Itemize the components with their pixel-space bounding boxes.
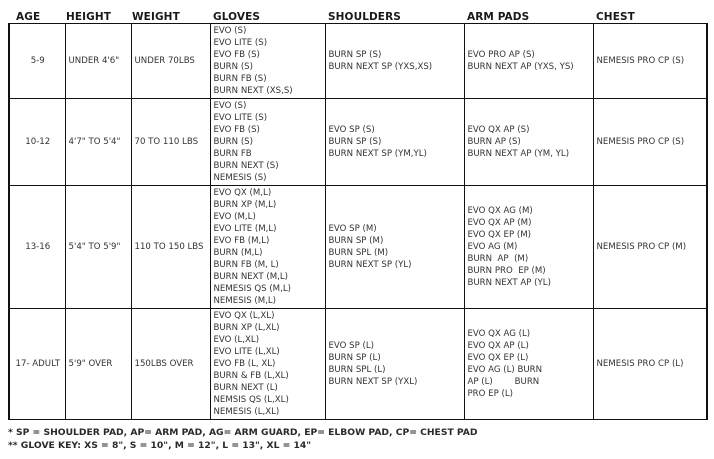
arm-pads-item: EVO QX AP (M) — [467, 217, 532, 228]
height-cell: 4'7" TO 5'4" — [65, 99, 131, 186]
arm-pads-item: BURN NEXT AP (YL) — [467, 278, 551, 289]
arm-pads-item: EVO QX EP (M) — [467, 229, 532, 240]
header-arm-pads: ARM PADS — [467, 11, 530, 23]
header-chest: CHEST — [596, 11, 635, 23]
gloves-item: NEMESIS (M,L) — [213, 296, 277, 307]
gloves-cell — [210, 186, 325, 309]
gloves-item: BURN FB — [213, 149, 252, 160]
gloves-cell — [210, 24, 325, 99]
shoulders-item: EVO SP (L) — [328, 340, 375, 351]
gloves-item: BURN FB (S) — [213, 74, 267, 85]
gloves-item: EVO LITE (S) — [213, 37, 268, 48]
gloves-item: EVO (S) — [213, 100, 247, 111]
gloves-item: EVO (L,XL) — [213, 334, 260, 345]
shoulders-item: BURN SPL (L) — [328, 365, 386, 375]
gloves-item: BURN NEXT (XS,S) — [213, 86, 293, 97]
arm-pads-item: AP (L) BURN — [467, 377, 540, 388]
gloves-item: EVO FB (S) — [213, 49, 260, 60]
shoulders-cell — [325, 309, 464, 420]
shoulders-cell — [325, 99, 464, 186]
age-cell: 17- ADULT — [9, 309, 65, 420]
arm-pads-item: BURN PRO EP (M) — [467, 266, 546, 277]
sizing-chart-table — [8, 23, 708, 420]
gloves-item: EVO LITE (S) — [213, 112, 268, 123]
chest-cell: NEMESIS PRO CP (L) — [593, 309, 707, 420]
table-row — [9, 309, 707, 420]
header-gloves: GLOVES — [213, 11, 261, 23]
arm-pads-cell — [464, 309, 593, 420]
arm-pads-item: BURN NEXT AP (YXS, YS) — [467, 62, 574, 72]
shoulders-item: BURN SPL (M) — [328, 248, 389, 258]
gloves-item: EVO LITE (M,L) — [213, 223, 277, 234]
arm-pads-item: EVO QX EP (L) — [467, 352, 529, 363]
gloves-item: NEMESIS QS (M,L) — [213, 284, 291, 295]
table-row — [9, 186, 707, 309]
arm-pads-item: BURN AP (M) — [467, 254, 529, 265]
table-row — [9, 99, 707, 186]
shoulders-cell — [325, 24, 464, 99]
shoulders-item: BURN NEXT SP (YM,YL) — [328, 149, 427, 160]
arm-pads-item: EVO QX AG (M) — [467, 205, 533, 216]
gloves-item: BURN NEXT (S) — [213, 161, 279, 172]
chest-cell: NEMESIS PRO CP (S) — [593, 24, 707, 99]
gloves-item: EVO QX (L,XL) — [213, 310, 275, 321]
weight-cell: UNDER 70LBS — [131, 24, 210, 99]
gloves-item: EVO LITE (L,XL) — [213, 346, 280, 357]
arm-pads-item: EVO PRO AP (S) — [467, 49, 535, 60]
shoulders-cell — [325, 186, 464, 309]
arm-pads-item: BURN AP (S) — [467, 136, 521, 147]
header-height: HEIGHT — [66, 11, 112, 23]
column-headers — [8, 10, 706, 24]
gloves-item: EVO (M,L) — [213, 211, 256, 222]
header-shoulders: SHOULDERS — [328, 11, 401, 23]
gloves-item: BURN XP (M,L) — [213, 199, 277, 210]
age-cell: 5-9 — [9, 24, 65, 99]
abbreviation-key: * SP = SHOULDER PAD, AP= ARM PAD, AG= ARM GUARD, EP= ELBOW PAD, CP= CHEST PAD — [8, 427, 478, 438]
glove-size-key: ** GLOVE KEY: XS = 8", S = 10", M = 12", L = 13", XL = 14" — [8, 440, 312, 451]
weight-cell: 70 TO 110 LBS — [131, 99, 210, 186]
table-row — [9, 24, 707, 99]
height-cell: 5'4" TO 5'9" — [65, 186, 131, 309]
shoulders-item: BURN NEXT SP (YXS,XS) — [328, 62, 433, 72]
arm-pads-cell — [464, 24, 593, 99]
shoulders-item: BURN SP (L) — [328, 352, 381, 363]
gloves-item: BURN (S) — [213, 62, 253, 72]
gloves-item: EVO (S) — [213, 25, 247, 36]
shoulders-item: BURN SP (S) — [328, 49, 382, 60]
gloves-item: EVO FB (M,L) — [213, 235, 270, 246]
shoulders-item: BURN SP (M) — [328, 235, 384, 246]
header-weight: WEIGHT — [132, 11, 180, 23]
gloves-item: NEMESIS (S) — [213, 173, 267, 184]
arm-pads-item: EVO AG (L) BURN — [467, 365, 543, 375]
arm-pads-cell — [464, 99, 593, 186]
height-cell: UNDER 4'6" — [65, 24, 131, 99]
gloves-item: BURN FB (M, L) — [213, 260, 279, 271]
age-cell: 10-12 — [9, 99, 65, 186]
gloves-item: BURN (S) — [213, 136, 253, 147]
height-cell: 5'9" OVER — [65, 309, 131, 420]
gloves-cell — [210, 99, 325, 186]
chest-cell: NEMESIS PRO CP (M) — [593, 186, 707, 309]
gloves-item: BURN & FB (L,XL) — [213, 371, 289, 382]
age-cell: 13-16 — [9, 186, 65, 309]
gloves-item: BURN NEXT (L) — [213, 383, 278, 394]
shoulders-item: BURN NEXT SP (YL) — [328, 260, 412, 271]
header-age: AGE — [16, 11, 41, 23]
gloves-item: BURN NEXT (M,L) — [213, 272, 289, 283]
gloves-item: EVO QX (M,L) — [213, 187, 272, 198]
gloves-cell — [210, 309, 325, 420]
shoulders-item: EVO SP (M) — [328, 223, 377, 234]
weight-cell: 110 TO 150 LBS — [131, 186, 210, 309]
arm-pads-cell — [464, 186, 593, 309]
shoulders-item: BURN NEXT SP (YXL) — [328, 377, 418, 388]
shoulders-item: EVO SP (S) — [328, 124, 375, 135]
gloves-item: BURN (M,L) — [213, 248, 263, 258]
arm-pads-item: EVO QX AG (L) — [467, 328, 531, 339]
arm-pads-item: EVO QX AP (L) — [467, 340, 529, 351]
arm-pads-item: PRO EP (L) — [467, 389, 513, 400]
gloves-item: NEMESIS (L,XL) — [213, 407, 280, 418]
chest-cell: NEMESIS PRO CP (S) — [593, 99, 707, 186]
gloves-item: EVO FB (S) — [213, 124, 260, 135]
arm-pads-item: BURN NEXT AP (YM, YL) — [467, 149, 570, 160]
shoulders-item: BURN SP (S) — [328, 136, 382, 147]
footnotes — [8, 426, 708, 452]
gloves-item: BURN XP (L,XL) — [213, 322, 280, 333]
gloves-item: EVO FB (L, XL) — [213, 358, 276, 369]
gloves-item: NEMSIS QS (L,XL) — [213, 395, 289, 406]
arm-pads-item: EVO QX AP (S) — [467, 124, 530, 135]
weight-cell: 150LBS OVER — [131, 309, 210, 420]
arm-pads-item: EVO AG (M) — [467, 241, 518, 252]
